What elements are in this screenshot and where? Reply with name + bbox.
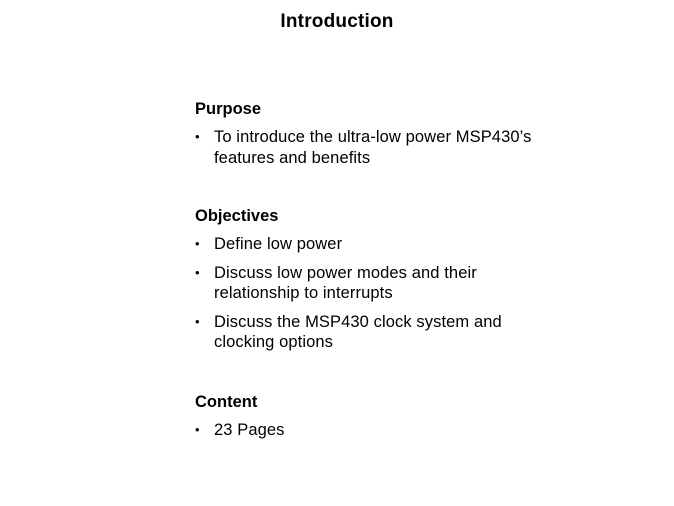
list-item — [195, 234, 535, 255]
bullet-text: Define low power — [214, 235, 343, 253]
bullet-text: To introduce the ultra-low power MSP430’s features and benefits — [214, 128, 532, 167]
bullet-icon: • — [195, 313, 200, 329]
bullet-list-objectives — [195, 234, 535, 353]
bullet-icon: • — [195, 236, 200, 251]
section-heading-objectives: Objectives — [195, 207, 279, 225]
list-item — [195, 127, 535, 168]
list-item — [195, 263, 535, 304]
bullet-text: Discuss the MSP430 clock system and clocking options — [214, 312, 502, 351]
bullet-text: Discuss low power modes and their relationship to interrupts — [214, 263, 477, 302]
bullet-icon: • — [195, 422, 200, 437]
list-item — [195, 420, 535, 441]
list-item — [195, 312, 535, 353]
section-heading-content: Content — [195, 393, 258, 411]
page-title: Introduction — [280, 11, 394, 32]
bullet-list-purpose — [195, 127, 535, 168]
section-purpose — [195, 98, 535, 176]
section-objectives — [195, 205, 535, 361]
bullet-icon: • — [195, 129, 200, 144]
bullet-icon: • — [195, 264, 200, 280]
bullet-text: 23 Pages — [214, 421, 285, 439]
bullet-list-content — [195, 420, 535, 441]
section-heading-purpose: Purpose — [195, 100, 262, 118]
section-content — [195, 391, 535, 449]
